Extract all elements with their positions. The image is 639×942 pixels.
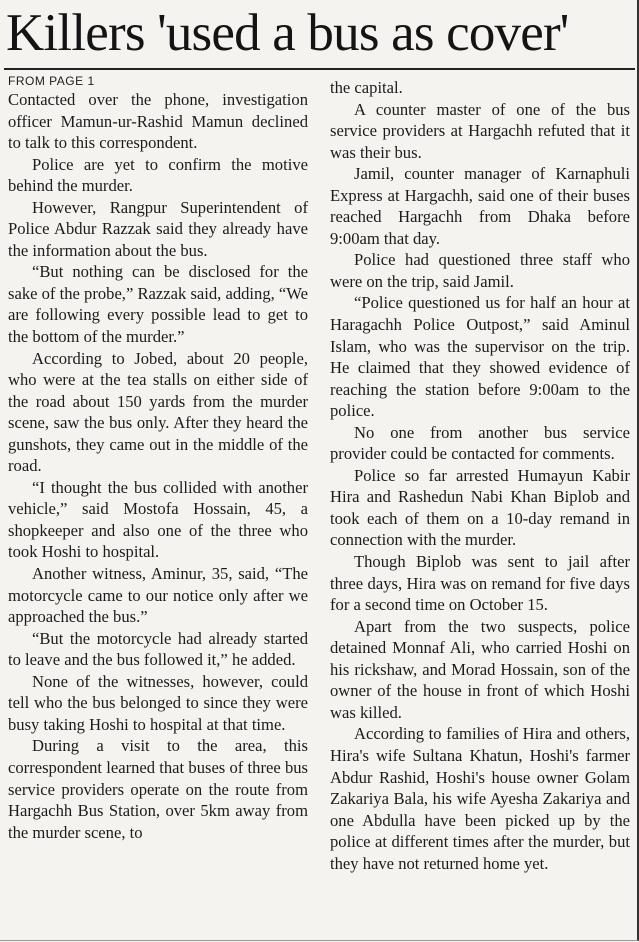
paragraph: A counter master of one of the bus service providers at Hargachh refuted that it was their bus. [330,99,630,162]
article-column-right [330,77,630,874]
paragraph: Police are yet to confirm the motive behind the murder. [8,154,308,196]
headline-rule [4,68,635,70]
paragraph: Though Biplob was sent to jail after three days, Hira was on remand for five days for a second time on October 15. [330,552,630,615]
paragraph: “But nothing can be disclosed for the sake of the probe,” Razzak said, adding, “We are following every possible lead to get to the bottom of the murder.” [8,262,308,347]
paragraph: However, Rangpur Superintendent of Police Abdur Razzak said they already have the information about the bus. [8,197,308,260]
article-column-left [8,73,308,843]
paragraph: Jamil, counter manager of Karnaphuli Express at Hargachh, said one of their buses reached Hargachh from Dhaka before 9:00am that day. [330,164,630,248]
paragraph: No one from another bus service provider could be contacted for comments. [330,422,630,464]
paragraph: None of the witnesses, however, could tell who the bus belonged to since they were busy taking Hoshi to hospital at that time. [8,671,308,734]
paragraph: “I thought the bus collided with another vehicle,” said Mostofa Hossain, 45, a shopkeeper and also one of the three who took Hoshi to hospital. [8,477,308,562]
paragraph: Contacted over the phone, investigation officer Mamun-ur-Rashid Mamun declined to talk to this correspondent. [8,90,308,153]
from-page-label: FROM PAGE 1 [8,74,95,88]
paragraph: the capital. [330,78,403,97]
paragraph: “But the motorcycle had already started to leave and the bus followed it,” he added. [8,628,308,670]
headline: Killers 'used a bus as cover' [6,4,569,62]
paragraph: Police so far arrested Humayun Kabir Hira and Rashedun Nabi Khan Biplob and took each of them on a 10-day remand in connection with the murder. [330,465,630,550]
paragraph: “Police questioned us for half an hour at Haragachh Police Outpost,” said Aminul Islam, who was the supervisor on the trip. He claimed that they showed evidence of reaching the station before 9:00am to the police. [330,293,630,421]
paragraph: According to Jobed, about 20 people, who were at the tea stalls on either side of the road about 150 yards from the murder scene, saw the bus only. After they heard the gunshots, they came out in the middle of the road. [8,348,308,476]
paragraph: Apart from the two suspects, police detained Monnaf Ali, who carried Hoshi on his rickshaw, and Morad Hossain, son of the owner of the house in front of which Hoshi was killed. [330,616,630,722]
paragraph: Police had questioned three staff who were on the trip, said Jamil. [330,250,630,291]
paragraph: During a visit to the area, this correspondent learned that buses of three bus service providers operate on the route from Hargachh Bus Station, over 5km away from the murder scene, to [8,736,308,842]
paragraph: Another witness, Aminur, 35, said, “The motorcycle came to our notice only after we approached the bus.” [8,564,308,627]
paragraph: According to families of Hira and others, Hira's wife Sultana Khatun, Hoshi's farmer Abdur Rashid, Hoshi's house owner Golam Zakariya Bala, his wife Ayesha Zakariya and one Abdulla have been picked up by the police at different times after the murder, but they have not returned home yet. [330,724,630,873]
